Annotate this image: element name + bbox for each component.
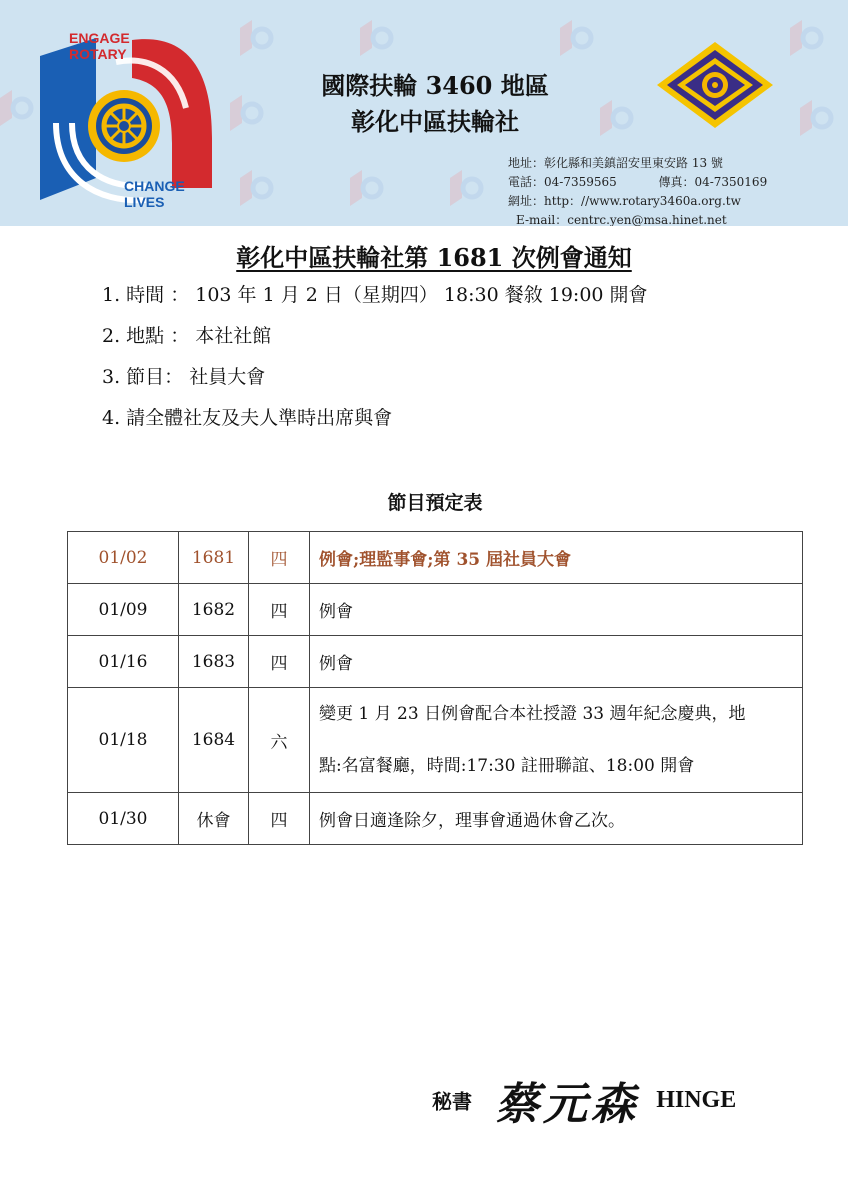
district-title: 國際扶輪 3460 地區: [321, 71, 549, 100]
phone-fax-row: [508, 173, 767, 192]
meeting-number-cell: 休會: [179, 793, 249, 845]
email-link[interactable]: E-mail：centrc.yen@msa.hinet.net: [516, 213, 727, 226]
signature-english-name: HINGE: [656, 1086, 737, 1113]
meeting-details-list: [102, 280, 648, 444]
signature-name: 蔡元森: [495, 1079, 640, 1130]
date-cell: 01/30: [68, 793, 179, 845]
weekday-cell: 四: [249, 636, 310, 688]
description-cell: 例會: [310, 584, 803, 636]
weekday-cell: 六: [249, 688, 310, 793]
address-text: 地址：彰化縣和美鎮詔安里東安路 13 號: [508, 156, 723, 170]
description-cell: 例會: [310, 636, 803, 688]
meeting-number-cell: 1684: [179, 688, 249, 793]
signature-role: 秘書: [432, 1089, 472, 1114]
table-row: [68, 688, 803, 793]
logo-slogan-top: ENGAGE ROTARY: [69, 30, 130, 62]
notice-title-text: 彰化中區扶輪社第 1681 次例會通知: [236, 243, 632, 272]
date-cell: 01/16: [68, 636, 179, 688]
meeting-number-cell: 1682: [179, 584, 249, 636]
website-link[interactable]: 網址：http：//www.rotary3460a.org.tw: [508, 194, 741, 208]
schedule-title: 節目預定表: [387, 492, 483, 514]
date-cell: 01/18: [68, 688, 179, 793]
date-cell: 01/02: [68, 532, 179, 584]
list-item: 1. 時間 ： 103 年 1 月 2 日（星期四） 18:30 餐敘 19:00 開會: [102, 284, 648, 306]
list-item: 2. 地點 ： 本社社館: [102, 325, 272, 347]
weekday-cell: 四: [249, 532, 310, 584]
signature-block: [432, 1068, 736, 1132]
fax-text: 傳真：04-7350169: [658, 175, 768, 189]
description-cell: 例會日適逢除夕，理事會通過休會乙次。: [310, 793, 803, 845]
district-emblem-icon: [655, 40, 775, 130]
table-row: [68, 532, 803, 584]
meeting-number-cell: 1681: [179, 532, 249, 584]
list-item: 3. 節目： 社員大會: [102, 366, 266, 388]
list-item: 4. 請全體社友及夫人準時出席與會: [102, 407, 393, 429]
table-row: [68, 636, 803, 688]
schedule-table: [67, 531, 803, 845]
description-line: 點:名富餐廳，時間:17:30 註冊聯誼、18:00 開會: [319, 756, 695, 776]
description-cell: 例會;理監事會;第 35 屆社員大會: [310, 532, 803, 584]
letterhead: [0, 0, 848, 226]
table-row: [68, 584, 803, 636]
weekday-cell: 四: [249, 584, 310, 636]
club-name: 彰化中區扶輪社: [351, 107, 519, 136]
description-line: 變更 1 月 23 日例會配合本社授證 33 週年紀念慶典，地: [319, 704, 746, 724]
meeting-number-cell: 1683: [179, 636, 249, 688]
notice-title: [0, 238, 848, 273]
phone-text: 電話：04-7359565: [508, 175, 617, 189]
weekday-cell: 四: [249, 793, 310, 845]
logo-slogan-bottom: CHANGE LIVES: [124, 178, 185, 210]
date-cell: 01/09: [68, 584, 179, 636]
description-cell: [310, 688, 803, 793]
table-row: [68, 793, 803, 845]
contact-info: [508, 154, 767, 226]
